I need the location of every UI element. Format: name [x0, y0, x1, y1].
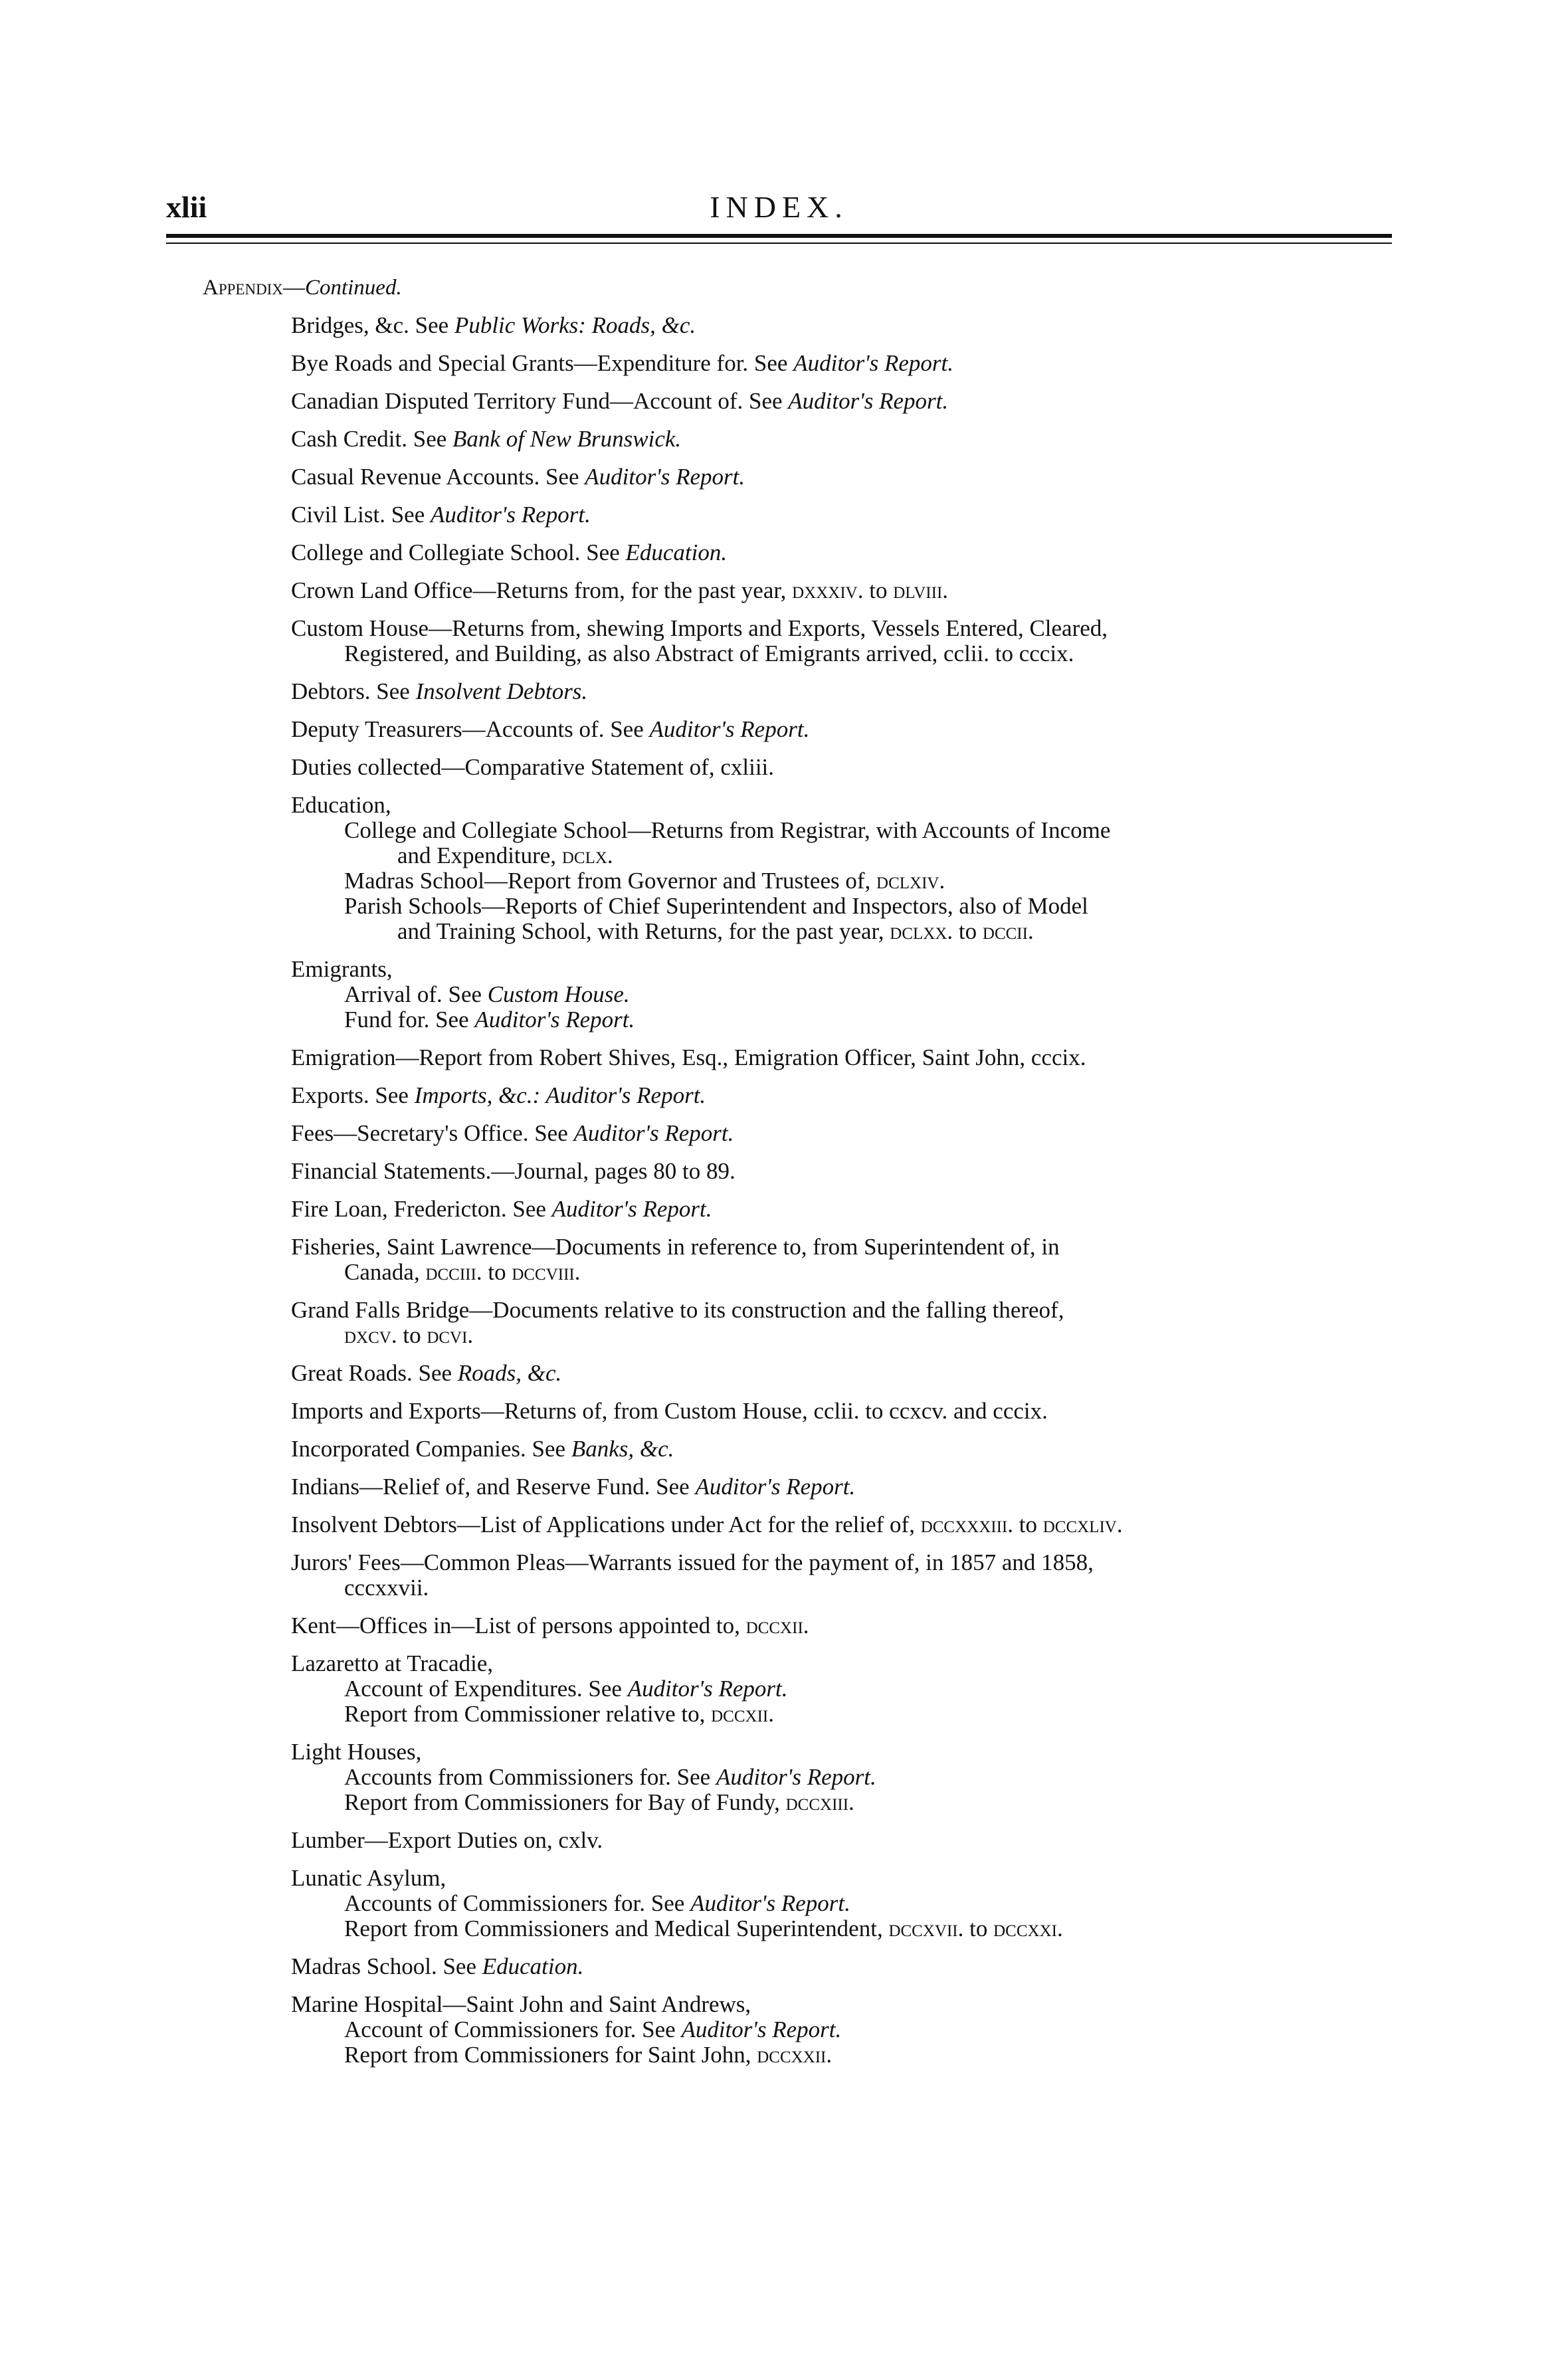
entry-text: Civil List. See — [291, 502, 431, 528]
cross-reference: Bank of New Brunswick. — [452, 426, 682, 452]
header-rule-thin — [166, 243, 1392, 244]
index-line — [344, 981, 630, 1008]
index-line — [291, 577, 948, 604]
entry-text: Arrival of. See — [344, 981, 488, 1007]
index-line — [291, 350, 953, 377]
entry-text: Education, — [291, 792, 391, 818]
cross-reference: Imports, &c.: Auditor's Report. — [414, 1082, 706, 1108]
entry-text: Bye Roads and Special Grants—Expenditure for. See — [291, 350, 794, 376]
entry-text: Cash Credit. See — [291, 426, 453, 452]
page-reference: dccxxii. — [757, 2042, 833, 2068]
page-reference: dccxii. — [711, 1701, 774, 1727]
index-line — [291, 1120, 734, 1147]
entry-text: Imports and Exports—Returns of, from Custom House, cclii. to ccxcv. and cccix. — [291, 1398, 1048, 1424]
section-dash: — — [282, 276, 305, 300]
index-line — [291, 1613, 809, 1639]
entry-text: Emigrants, — [291, 956, 393, 982]
entry-text: Account of Commissioners for. See — [344, 2017, 682, 2042]
index-line — [291, 1650, 493, 1677]
index-line — [291, 956, 393, 983]
index-line — [291, 1739, 421, 1765]
entry-text: Report from Commissioners and Medical Superintendent, — [344, 1916, 889, 1941]
cross-reference: Education. — [625, 540, 728, 565]
entry-text: Fire Loan, Fredericton. See — [291, 1196, 552, 1222]
cross-reference: Roads, &c. — [457, 1360, 562, 1386]
cross-reference: Auditor's Report. — [474, 1007, 635, 1033]
entry-text: Bridges, &c. See — [291, 312, 454, 338]
section-name: Appendix — [203, 276, 283, 300]
entry-text: Report from Commissioners for Saint John, — [344, 2042, 757, 2068]
index-line — [291, 615, 1108, 642]
index-line — [397, 918, 1034, 945]
page-reference: dclxiv. — [876, 868, 945, 894]
index-line — [291, 502, 591, 528]
entry-text: Custom House—Returns from, shewing Imports and Exports, Vessels Entered, Cleared, — [291, 615, 1108, 641]
header-rule-thick — [166, 234, 1392, 238]
index-line — [291, 426, 681, 452]
entry-text: Parish Schools—Reports of Chief Superintendent and Inspectors, also of Model — [344, 893, 1088, 919]
index-line — [291, 1297, 1064, 1324]
index-line — [344, 1322, 473, 1349]
page-reference: dclxx. — [890, 918, 953, 944]
entry-text: Emigration—Report from Robert Shives, Esq., Emigration Officer, Saint John, cccix. — [291, 1044, 1086, 1070]
entry-text: and Expenditure, — [397, 842, 562, 868]
entry-text: Registered, and Building, as also Abstract of Emigrants arrived, cclii. to cccix. — [344, 641, 1074, 666]
index-line — [291, 1082, 706, 1109]
entry-text: Lunatic Asylum, — [291, 1865, 446, 1891]
index-line — [344, 893, 1088, 920]
entry-text: Crown Land Office—Returns from, for the past year, — [291, 577, 793, 603]
entry-text: Jurors' Fees—Common Pleas—Warrants issued for the payment of, in 1857 and 1858, — [291, 1549, 1094, 1575]
index-line — [291, 678, 587, 705]
entry-text: Lazaretto at Tracadie, — [291, 1650, 494, 1676]
index-line — [291, 1512, 1123, 1538]
index-line — [344, 641, 1074, 667]
index-line — [344, 1676, 788, 1702]
entry-text: Canada, — [344, 1259, 426, 1285]
entry-text: Debtors. See — [291, 678, 416, 704]
entry-text: Indians—Relief of, and Reserve Fund. See — [291, 1474, 696, 1500]
cross-reference: Custom House. — [487, 981, 630, 1007]
page-reference: dcvi. — [427, 1322, 474, 1348]
entry-text: College and Collegiate School—Returns from Registrar, with Accounts of Income — [344, 817, 1111, 843]
index-line — [344, 868, 945, 894]
entry-text: Kent—Offices in—List of persons appointed to, — [291, 1613, 746, 1638]
entry-text: Insolvent Debtors—List of Applications under Act for the relief of, — [291, 1512, 921, 1537]
entry-text: to — [953, 918, 983, 944]
entry-text: Account of Expenditures. See — [344, 1676, 628, 1702]
page-reference: dccxvii. — [888, 1916, 964, 1941]
section-heading — [203, 274, 402, 301]
index-line — [344, 1575, 429, 1601]
cross-reference: Banks, &c. — [571, 1436, 674, 1462]
entry-text: Fund for. See — [344, 1007, 475, 1033]
index-line — [344, 1701, 774, 1727]
index-line — [291, 792, 391, 819]
entry-text: Canadian Disputed Territory Fund—Account of. See — [291, 388, 789, 414]
index-line — [291, 1044, 1086, 1071]
page-reference: dccxxxiii. — [920, 1512, 1013, 1537]
index-line — [291, 1991, 751, 2018]
entry-text: Report from Commissioner relative to, — [344, 1701, 712, 1727]
index-line — [291, 312, 696, 339]
entry-text: to — [963, 1916, 994, 1941]
index-line — [344, 2017, 841, 2043]
index-line — [291, 388, 948, 415]
index-line — [291, 1398, 1048, 1425]
page-reference: dccii. — [982, 918, 1034, 944]
running-head — [166, 189, 1392, 229]
entry-text: to — [397, 1322, 427, 1348]
page-number: xlii — [166, 190, 207, 224]
entry-text: Financial Statements.—Journal, pages 80 to 89. — [291, 1158, 735, 1184]
index-line — [291, 1196, 712, 1223]
index-line — [291, 1474, 855, 1500]
index-line — [291, 540, 727, 566]
cross-reference: Auditor's Report. — [627, 1676, 788, 1702]
index-line — [344, 2042, 832, 2068]
index-line — [344, 1916, 1063, 1942]
entry-text: Accounts of Commissioners for. See — [344, 1890, 691, 1916]
page-title: INDEX. — [710, 190, 848, 224]
index-line — [344, 1007, 635, 1033]
index-line — [291, 1436, 674, 1462]
cross-reference: Auditor's Report. — [695, 1474, 856, 1500]
cross-reference: Auditor's Report. — [690, 1890, 850, 1916]
entry-text: cccxxvii. — [344, 1575, 429, 1601]
entry-text: Deputy Treasurers—Accounts of. See — [291, 716, 650, 742]
index-line — [344, 1259, 581, 1286]
cross-reference: Auditor's Report. — [573, 1120, 734, 1146]
index-line — [344, 1789, 854, 1816]
cross-reference: Auditor's Report. — [793, 350, 954, 376]
entry-text: Report from Commissioners for Bay of Fundy, — [344, 1789, 786, 1815]
index-line — [291, 1158, 735, 1185]
index-line — [344, 1764, 876, 1791]
index-line — [291, 464, 745, 490]
cross-reference: Auditor's Report. — [681, 2017, 842, 2042]
page-reference: dlviii. — [893, 577, 949, 603]
cross-reference: Insolvent Debtors. — [415, 678, 588, 704]
entry-text: to — [482, 1259, 512, 1285]
index-line — [291, 716, 809, 743]
page-reference: dxxxiv. — [792, 577, 864, 603]
entry-text: Madras School—Report from Governor and Trustees of, — [344, 868, 877, 894]
index-line — [344, 1890, 850, 1917]
entry-text: Fees—Secretary's Office. See — [291, 1120, 574, 1146]
cross-reference: Education. — [482, 1953, 584, 1979]
cross-reference: Auditor's Report. — [551, 1196, 712, 1222]
cross-reference: Auditor's Report. — [649, 716, 810, 742]
index-line — [291, 1549, 1094, 1576]
entry-text: Accounts from Commissioners for. See — [344, 1764, 716, 1790]
entry-text: Duties collected—Comparative Statement of, cxliii. — [291, 754, 775, 780]
cross-reference: Auditor's Report. — [585, 464, 745, 490]
index-line — [291, 1953, 583, 1980]
cross-reference: Auditor's Report. — [431, 502, 591, 528]
index-line — [291, 1360, 561, 1387]
index-line — [291, 1827, 603, 1854]
section-continued: Continued. — [304, 276, 402, 300]
entry-text: Exports. See — [291, 1082, 415, 1108]
entry-text: Light Houses, — [291, 1739, 422, 1765]
entry-text: to — [1013, 1512, 1043, 1537]
entry-text: Casual Revenue Accounts. See — [291, 464, 585, 490]
entry-text: and Training School, with Returns, for the past year, — [397, 918, 890, 944]
page-reference: dcciii. — [425, 1259, 482, 1285]
entry-text: Madras School. See — [291, 1953, 482, 1979]
index-line — [291, 754, 774, 781]
page-reference: dccxii. — [745, 1613, 809, 1638]
index-line — [291, 1865, 446, 1892]
cross-reference: Auditor's Report. — [788, 388, 949, 414]
index-line — [291, 1234, 1060, 1260]
entry-text: Incorporated Companies. See — [291, 1436, 571, 1462]
index-line — [397, 842, 613, 869]
entry-text: Great Roads. See — [291, 1360, 458, 1386]
entry-text: College and Collegiate School. See — [291, 540, 626, 565]
page-reference: dccxiii. — [785, 1789, 854, 1815]
page-reference: dccxxi. — [993, 1916, 1063, 1941]
entry-text: Marine Hospital—Saint John and Saint Andrews, — [291, 1991, 751, 2017]
entry-text: Grand Falls Bridge—Documents relative to its construction and the falling thereof, — [291, 1297, 1064, 1323]
cross-reference: Public Works: Roads, &c. — [454, 312, 696, 338]
entry-text: Lumber—Export Duties on, cxlv. — [291, 1827, 603, 1853]
cross-reference: Auditor's Report. — [716, 1764, 876, 1790]
entry-text: Fisheries, Saint Lawrence—Documents in reference to, from Superintendent of, in — [291, 1234, 1060, 1260]
page-reference: dccviii. — [512, 1259, 581, 1285]
entry-text: to — [863, 577, 894, 603]
page-reference: dccxliv. — [1042, 1512, 1123, 1537]
index-line — [344, 817, 1110, 844]
page-reference: dxcv. — [344, 1322, 397, 1348]
page-reference: dclx. — [561, 842, 613, 868]
